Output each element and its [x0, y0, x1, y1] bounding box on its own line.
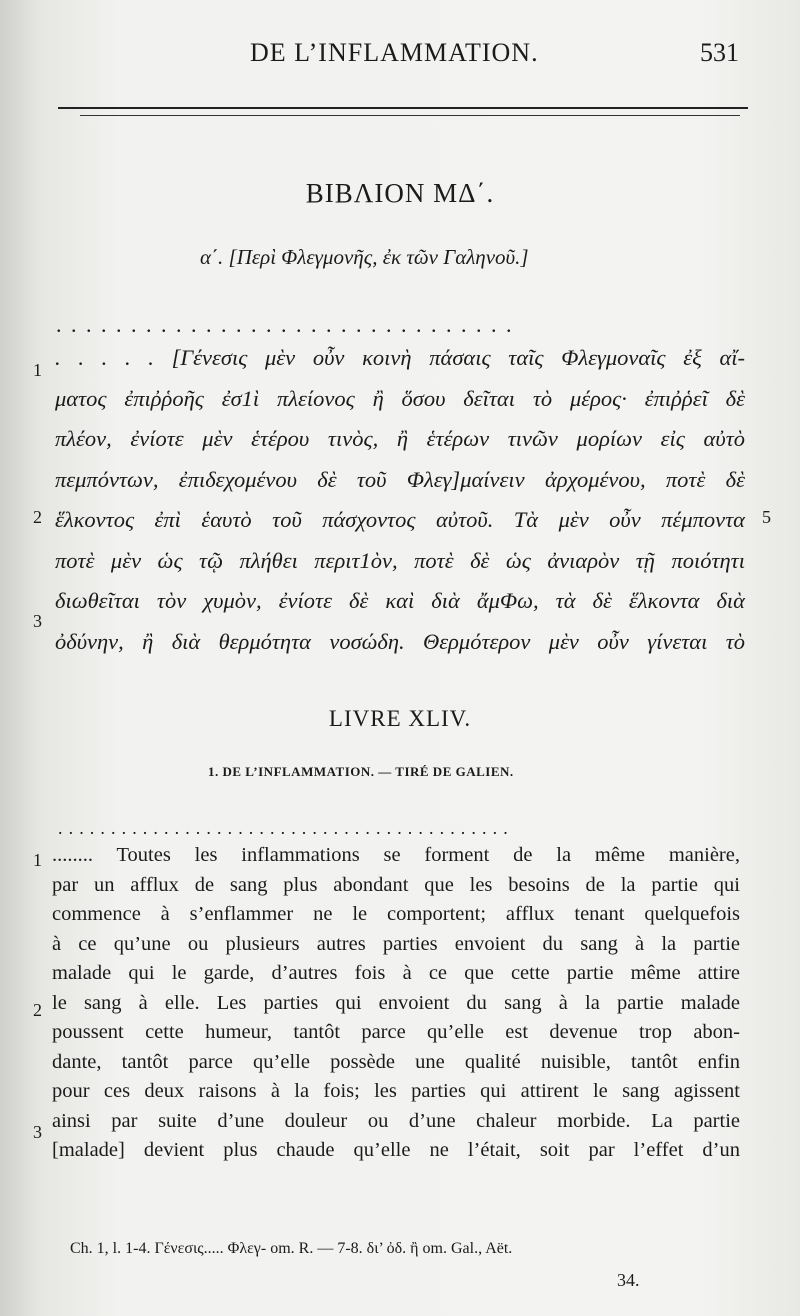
french-margin-number: 2: [33, 1000, 42, 1020]
french-line: commence à s’enflammer ne le comportent; afflux tenant quelquefois: [52, 903, 740, 925]
header-rule-thin: [80, 115, 740, 116]
french-margin-number: 3: [33, 1122, 42, 1142]
french-book-title: LIVRE XLIV.: [328, 706, 472, 731]
greek-line: διωθεῖται τὸν χυμὸν, ἐνίοτε δὲ καὶ διὰ ἄμΦω, τὰ δὲ ἕλκοντα διὰ: [55, 588, 745, 613]
greek-margin-number: 2: [33, 507, 42, 527]
greek-book-title: ΒΙΒΛΙΟΝ ΜΔ΄.: [305, 178, 495, 208]
greek-line: ποτὲ μὲν ὡς τῷ πλήθει περιτ1ὸν, ποτὲ δὲ ὡς ἀνιαρὸν τῇ ποιότητι: [55, 547, 745, 573]
french-line: par un afflux de sang plus abondant que les besoins de la partie qui: [52, 873, 740, 896]
header-rule: [58, 107, 748, 109]
french-line: [malade] devient plus chaude qu’elle ne l’était, soit par l’effet d’un: [52, 1139, 740, 1161]
greek-line: . . . . . [Γένεσις μὲν οὖν κοινὴ πάσαις ταῖς Φλεγμοναῖς ἐξ αἴ-: [55, 345, 745, 370]
greek-line: ἕλκοντος ἐπὶ ἑαυτὸ τοῦ πάσχοντος αὐτοῦ. Τὰ μὲν οὖν πέμποντα: [55, 507, 745, 532]
french-line: malade qui le garde, d’autres fois à ce que cette partie même attire: [52, 962, 740, 984]
running-head: DE L’INFLAMMATION.: [250, 38, 539, 67]
french-lacuna-dots: ...........................................: [58, 818, 514, 838]
printer-signature: 34.: [617, 1270, 640, 1290]
greek-text-block: [55, 345, 745, 669]
greek-line: πλέον, ἐνίοτε μὲν ἑτέρου τινὸς, ἢ ἑτέρων τινῶν μορίων εἰς αὐτὸ: [55, 426, 745, 451]
greek-chapter-heading: α΄. [Περὶ Φλεγμονῆς, ἐκ τῶν Γαληνοῦ.]: [200, 245, 529, 269]
french-chapter-heading: 1. DE L’INFLAMMATION. — TIRÉ DE GALIEN.: [208, 764, 514, 779]
critical-footnote: Ch. 1, l. 1-4. Γένεσις..... Φλεγ- om. R. — 7-8. δι’ ὀδ. ἢ om. Gal., Aët.: [70, 1240, 513, 1257]
greek-lacuna-dots: ...............................: [56, 312, 521, 337]
greek-line: ὀδύνην, ἢ διὰ θερμότητα νοσώδη. Θερμότερον μὲν οὖν γίνεται τὸ: [55, 628, 745, 654]
french-line: ainsi par suite d’une douleur ou d’une chaleur morbide. La partie: [52, 1109, 740, 1132]
french-line: pour ces deux raisons à la fois; les parties qui attirent le sang agissent: [52, 1080, 740, 1102]
greek-line: πεμπόντων, ἐπιδεχομένου δὲ τοῦ Φλεγ]μαίνειν ἀρχομένου, ποτὲ δὲ: [55, 466, 745, 492]
french-line: dante, tantôt parce qu’elle possède une qualité nuisible, tantôt enfin: [52, 1050, 740, 1073]
greek-margin-number: 1: [33, 360, 42, 380]
french-line: le sang à elle. Les parties qui envoient du sang à la partie malade: [52, 991, 740, 1014]
french-line: poussent cette humeur, tantôt parce qu’elle est devenue trop abon-: [52, 1021, 740, 1043]
greek-line: ματος ἐπιῤῥοῆς ἐσ1ὶ πλείονος ἢ ὅσου δεῖται τὸ μέρος· ἐπιῤῥεῖ δὲ: [55, 385, 745, 411]
french-text-block: [52, 844, 740, 1169]
french-line: ........ Toutes les inflammations se forment de la même manière,: [52, 844, 740, 866]
french-margin-number: 1: [33, 850, 42, 870]
french-line: à ce qu’une ou plusieurs autres parties envoient du sang à la partie: [52, 932, 740, 955]
greek-margin-line-number: 5: [762, 507, 771, 527]
page-number: 531: [700, 38, 739, 67]
greek-margin-number: 3: [33, 611, 42, 631]
